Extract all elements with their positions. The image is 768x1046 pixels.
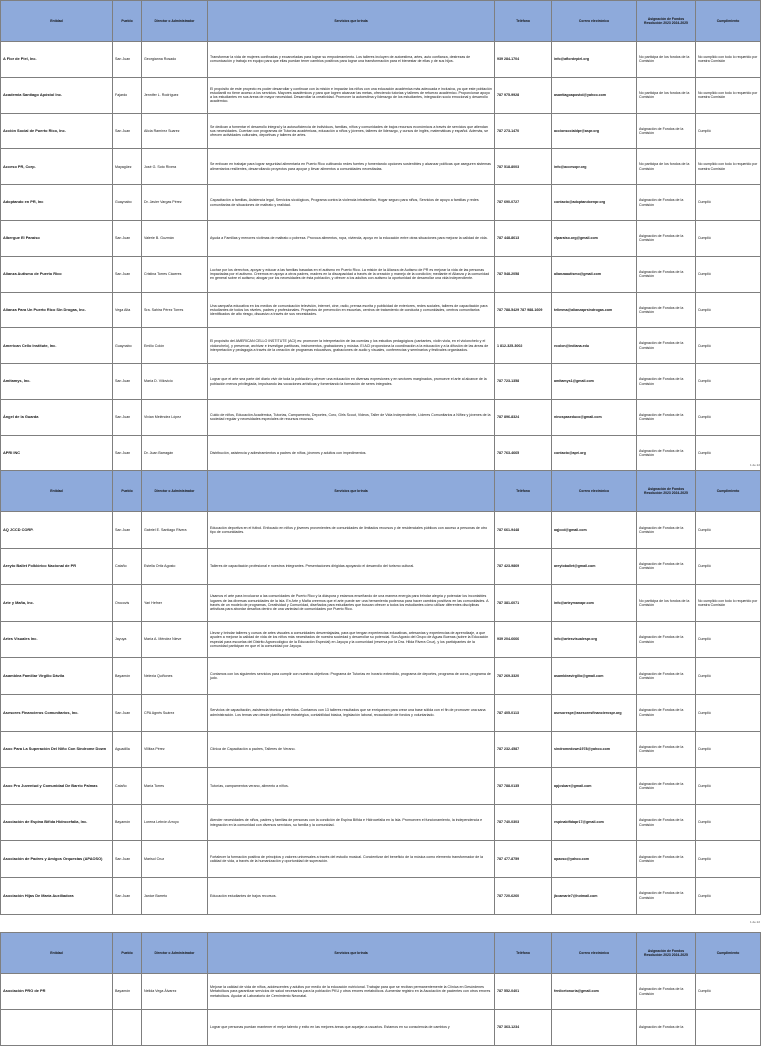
cell-cumplimiento: No cumplido con todo lo requerido por nuestra Comisión (696, 149, 761, 185)
cell-entidad: A Flor de Piel, Inc. (1, 42, 113, 78)
cell-director: Marisol Cruz (142, 841, 208, 878)
table-page-1 (0, 0, 760, 472)
table-row (1, 220, 761, 256)
cell-correo[interactable]: areytoballet@gmail.com (552, 548, 637, 585)
table-row (1, 694, 761, 731)
cell-entidad: Artes Visuales Inc. (1, 621, 113, 658)
cell-cumplimiento: Cumplió (696, 220, 761, 256)
cell-director: Alicia Ramírez Suarez (142, 113, 208, 149)
cell-asignacion: Asignación de Fondos de la Comisión (637, 292, 696, 328)
cell-telefono: 787 381-6071 (495, 585, 552, 622)
cell-servicios: Tutorías, campamentos verano, alimento a niños. (208, 768, 495, 805)
cell-pueblo: Orocovis (113, 585, 142, 622)
column-header: Teléfono (495, 1, 552, 42)
cell-servicios: Contamos con los siguientes servicios para cumplir con nuestros objetivos: Programa de Tutorías en horario extendido, programa de deportes, programa de coros, programa de judo. (208, 658, 495, 695)
cell-asignacion: Asignación de Fondos de la Comisión (637, 658, 696, 695)
cell-entidad: Alianza Autismo de Puerto Rico (1, 256, 113, 292)
column-header: Cumplimiento (696, 933, 761, 974)
cell-telefono: 787 477-8759 (495, 841, 552, 878)
table-body-1 (1, 42, 761, 472)
cell-telefono: 787 273-1470 (495, 113, 552, 149)
cell-cumplimiento: Cumplió (696, 435, 761, 471)
cell-servicios: Ayuda a Familias y menores víctimas de maltrato o pobreza. Provoca alimentos, ropa, vivienda, apoyo en la educación entre otras situaciones para mejorar la calidad de vida. (208, 220, 495, 256)
cell-pueblo: Guaynabo (113, 185, 142, 221)
column-header: Director o Administrador (142, 471, 208, 512)
cell-servicios: Servicios de capacitación, asistencia técnica y referidos. Contamos con 13 talleres resultados que se enriquecen para crear una base sólida con el fin de promover una sana administración. Los temas van desde planificación estratégica, contabilidad básica, legislación laboral, recaudación de fondos y voluntariado. (208, 694, 495, 731)
cell-director: José G. Soto Rivera (142, 149, 208, 185)
table-row (1, 435, 761, 471)
cell-telefono: 787 788-0135 (495, 768, 552, 805)
cell-telefono: 939 204-6666 (495, 621, 552, 658)
cell-pueblo: San Juan (113, 841, 142, 878)
cell-entidad: Asociación de Espina Bífida Hidrocefalia, Inc. (1, 804, 113, 841)
column-header: Servicios que brinda (208, 933, 495, 974)
cell-cumplimiento: Cumplió (696, 694, 761, 731)
table-header-3 (1, 933, 761, 974)
cell-entidad (1, 1010, 113, 1046)
column-header: Asignación de Fondos Resolución 2023 2024-2025 (637, 471, 696, 512)
cell-asignacion: Asignación de Fondos de la Comisión (637, 399, 696, 435)
cell-correo[interactable]: aqjccd@gmail.com (552, 512, 637, 549)
cell-asignacion: Asignación de Fondos de la Comisión (637, 435, 696, 471)
table-row (1, 585, 761, 622)
cell-cumplimiento: Cumplió (696, 292, 761, 328)
cell-servicios: Fortalecer la formación positiva de principios y valores universales a través del estudio musical. Concientizar del beneficio de la música como elemento transformador de la calidad de vida, a través de la humanización y oportunidad de superación. (208, 841, 495, 878)
cell-cumplimiento: Cumplió (696, 328, 761, 364)
cell-asignacion: Asignación de Fondos de la Comisión (637, 694, 696, 731)
cell-servicios: Transformar la vida de mujeres confinadas y excarceladas para lograr su empoderamiento. Los talleres incluyen de autoestima, artes, auto confianza, destrezas de comunicación y trabajo en equipo para que ellas puedan tener cambios positivos para lograr una transformación para el bienestar de ellas y de sus hijos. (208, 42, 495, 78)
cell-director: Estella Ortiz Agosto (142, 548, 208, 585)
column-header: Pueblo (113, 1, 142, 42)
cell-director: Gabriel E. Santiago Rivera (142, 512, 208, 549)
cell-entidad: Areyto Ballet Folklórico Nacional de PR (1, 548, 113, 585)
cell-entidad: Acción Social de Puerto Rico, Inc. (1, 113, 113, 149)
table-row (1, 328, 761, 364)
cell-telefono: 787 723-1358 (495, 364, 552, 400)
cell-pueblo: Vega Alta (113, 292, 142, 328)
table-body-2 (1, 512, 761, 915)
cell-correo[interactable]: ecolon@indiana.edu (552, 328, 637, 364)
cell-pueblo: San Juan (113, 399, 142, 435)
cell-telefono: 787 552-0401 (495, 974, 552, 1010)
cell-director: Lorena Lebrón Arroyo (142, 804, 208, 841)
cell-correo[interactable]: info@accesopr.org (552, 149, 637, 185)
cell-pueblo: Mayagüez (113, 149, 142, 185)
cell-entidad: Amitamys, Inc. (1, 364, 113, 400)
column-header: Asignación de Fondos Resolución 2023 2024-2025 (637, 1, 696, 42)
cell-servicios: Se enfocan en trabajar para lograr seguridad alimentaria en Puerto Rico cultivando redes fuertes y fomentando opciones sostenibles y alcanzar políticas que aseguren sistemas alimentarios resilientes, desarrollando proyectos para apoyar y llevar alimentos a comunidades necesitadas. (208, 149, 495, 185)
cell-entidad: Ángel de la Guarda (1, 399, 113, 435)
cell-servicios: Se dedican a fomentar el desarrollo integral y la autosuficiencia de individuos, familias, niños y comunidades de bajos recursos económicos a través de servicios que atiendan sus necesidades. Cuentan con programas de Tutorías académicas, educación a niños y jóvenes, talleres de liderazgo, y cursos de inglés, matemáticas y español. Además, se ofrecen actividades culturales, deportivas y talleres de artes. (208, 113, 495, 149)
cell-asignacion: Asignación de Fondos de la Comisión (637, 877, 696, 914)
cell-pueblo: Aguadilla (113, 731, 142, 768)
cell-pueblo: Jayuya (113, 621, 142, 658)
cell-cumplimiento: Cumplió (696, 804, 761, 841)
organizations-table (0, 932, 761, 1046)
column-header: Pueblo (113, 471, 142, 512)
cell-entidad: Acceso PR, Corp. (1, 149, 113, 185)
cell-pueblo: Bayamón (113, 658, 142, 695)
cell-pueblo: San Juan (113, 220, 142, 256)
cell-asignacion: Asignación de Fondos de la Comisión (637, 113, 696, 149)
cell-servicios: Usamos el arte para involucrar a las comunidades de Puerto Rico y la diáspora y estamos enseñando de una manera energía para brindar alegría y potenciar los incontables lugares de las diversas comunidades de la isla. En Arte y Maña creemos que el arte puede ser una herramienta poderosa para hacer cambios positivos en las comunidades. A través de un modelo de programas, Creatividad y Comunidad, diseñados para estudiantes que buscan ofrecer a todos los estudiantes cómo utilizar diferentes disciplinas artísticas para abordar desafíos dentro de una variedad de comunidades por Puerto Rico. (208, 585, 495, 622)
cell-cumplimiento: No cumplido con todo lo requerido por nuestra Comisión (696, 585, 761, 622)
cell-telefono: 939 284-1704 (495, 42, 552, 78)
cell-servicios: Llevar y brindar talleres y cursos de artes visuales a comunidades desventajadas, para que tengan experiencias educativas, artesanías y experiencias de aprendizaje, a que ayuden a mejorar la calidad de vida de los niños más necesitados de nuestra sociedad y desarrollar su potencial. Son Agosto del Grupo de Aguas Buenas (sobre la Educación especial para escuelas del Distrito Agroecológico de la Educación Especial) en Jayuya y la comunidad (reserva por la Dra. Hilda Rivera Cruz), y los participantes de la comunidad participan en que el la comunidad por Jayuya. (208, 621, 495, 658)
cell-asignacion: No participa de los fondos de la Comisión (637, 42, 696, 78)
cell-entidad: American Cello Institute, Inc. (1, 328, 113, 364)
cell-entidad: Asociación Hijas De María Auxiliadora (1, 877, 113, 914)
cell-asignacion: Asignación de Fondos de la Comisión (637, 185, 696, 221)
cell-telefono: 787 363-1234 (495, 1010, 552, 1046)
cell-cumplimiento: Cumplió (696, 621, 761, 658)
column-header: Correo electrónico (552, 933, 637, 974)
cell-pueblo: San Juan (113, 42, 142, 78)
table-header-2 (1, 471, 761, 512)
table-row (1, 974, 761, 1010)
cell-correo[interactable]: apaoso@yahoo.com (552, 841, 637, 878)
cell-director: Janice Barreto (142, 877, 208, 914)
cell-asignacion: Asignación de Fondos de la Comisión (637, 328, 696, 364)
cell-cumplimiento: Cumplió (696, 731, 761, 768)
cell-entidad: APRI INC (1, 435, 113, 471)
cell-telefono: 787 269-3320 (495, 658, 552, 695)
cell-telefono: 787 975-9928 (495, 77, 552, 113)
cell-asignacion: Asignación de Fondos de la Comisión (637, 220, 696, 256)
cell-telefono: 787 405-0113 (495, 694, 552, 731)
cell-cumplimiento: No cumplido con todo lo requerido por nuestra Comisión (696, 42, 761, 78)
cell-pueblo: Bayamón (113, 974, 142, 1010)
cell-servicios: Educación estudiantes de bajos recursos. (208, 877, 495, 914)
cell-telefono: 787 740-0303 (495, 804, 552, 841)
cell-servicios: Educación deportiva en el futbol. Enfocado en niños y jóvenes provenientes de comunidades de limitados recursos y de residenciales públicos con acceso a personas de otro tipo de comunidades. (208, 512, 495, 549)
table-row (1, 658, 761, 695)
cell-entidad: Academia Santiago Apóstol Inc. (1, 77, 113, 113)
cell-servicios: Cuido de niños, Educación Académica, Tutorías, Campamento, Deportes, Coro, Girls Scout, Videos, Taller de Vida Independiente, Líderes Comunitarios a Niñez y jóvenes de la sociedad regular y necesidades especiales de recursos recursos. (208, 399, 495, 435)
cell-asignacion: Asignación de Fondos de la Comisión (637, 256, 696, 292)
header-row (1, 1, 761, 42)
column-header: Cumplimiento (696, 1, 761, 42)
cell-telefono: 787 232-4587 (495, 731, 552, 768)
cell-correo[interactable]: info@artesvisualespr.org (552, 621, 637, 658)
cell-correo[interactable]: contacto@adoptandoenpr.org (552, 185, 637, 221)
cell-director: Villitza Pérez (142, 731, 208, 768)
table-row (1, 399, 761, 435)
table-page-2 (0, 470, 760, 924)
cell-asignacion: Asignación de Fondos de la Comisión (637, 804, 696, 841)
cell-entidad: Asoc Para La Superación Del Niño Con Síndrome Down (1, 731, 113, 768)
cell-telefono: 787 448-8613 (495, 220, 552, 256)
cell-director: Sra. Sahira Pérez Torres (142, 292, 208, 328)
cell-cumplimiento: Cumplió (696, 841, 761, 878)
cell-servicios: Una campaña educativa en los medios de comunicación televisión, internet, cine, radio, prensa escrita y publicidad de exteriores, redes sociales, talleres de capacitación para estudiantes de todos los niveles, padres y profesionales. Proyectos de prevención en escuelas, centros de tratamiento de conducta y comunidades, centros comunitarios identificados de alto riesgo, disuasivo a través de sus necesidades. (208, 292, 495, 328)
cell-pueblo: San Juan (113, 364, 142, 400)
cell-director: Yari Hefner (142, 585, 208, 622)
table-row (1, 512, 761, 549)
cell-pueblo (113, 1010, 142, 1046)
cell-servicios: El propósito del AMERICAN CELLO INSTITUTE (ACI) es: promover la interpretación de las cuerdas y los estudios pedagógicos (cantantes, violín viola, en el violonchelo y el violonchelo), y preservar, archivar e investigar partituras, instrumentos, grabaciones y música. El ACI proporciona la coordinación a la educación y a la difusión de las áreas de interpretación y pedagogía a través de la creación de programas educativos, grabaciones de audio y visuales, conferencias y seminarios y festivales organizados. (208, 328, 495, 364)
cell-servicios: Lograr que el arte sea parte del diario vivir de toda la población y ofrecer una educación en diversas expresiones y en sectores marginados, promueve el arte al alcance de la población menos privilegiada, impulsando las vocaciones artísticas y fomentando la formación de seres integrales. (208, 364, 495, 400)
table-row (1, 292, 761, 328)
table-row (1, 256, 761, 292)
cell-servicios: Capacitación a familias, Asistencia legal, Servicios sicológicos, Programa contra la violencia intrafamiliar, Hogar seguro para niños, Servicios de apoyo a familias y redes comunitarias de situaciones de maltrato y realidad. (208, 185, 495, 221)
cell-director: Nelexia Quiñones (142, 658, 208, 695)
cell-director: Dr. Juan Barragán (142, 435, 208, 471)
cell-servicios: Talleres de capacitación profesional e nuestros integrantes. Presentaciones dirigidas apoyando el desarrollo del turismo cultural. (208, 548, 495, 585)
cell-pueblo: San Juan (113, 256, 142, 292)
cell-director: Georgianna Rosado (142, 42, 208, 78)
cell-cumplimiento: Cumplió (696, 512, 761, 549)
cell-asignacion: Asignación de Fondos de la Comisión (637, 512, 696, 549)
cell-correo[interactable] (552, 1010, 637, 1046)
cell-telefono: 787 763-4665 (495, 435, 552, 471)
cell-director: CPA Agnés Suárez (142, 694, 208, 731)
page-number: 1 de 22 (749, 463, 760, 467)
table-row (1, 877, 761, 914)
table-page-3 (0, 932, 760, 1046)
cell-telefono: 787 423-9869 (495, 548, 552, 585)
cell-cumplimiento: Cumplió (696, 658, 761, 695)
cell-entidad: Asesores Financieros Comunitarios, Inc. (1, 694, 113, 731)
organizations-table (0, 470, 761, 915)
table-row (1, 548, 761, 585)
cell-servicios: Atender necesidades de niños, padres y familias de personas con la condición de Espina Bífida e Hidrocefalia en la Isla. Promueven el funcionamiento, la independencia e integración en la comunidad con diversos servicios, su familia y la comunidad. (208, 804, 495, 841)
table-row (1, 621, 761, 658)
cell-servicios: Luchar por los derechos, apoyar y educar a las familias basadas en el autismo en Puerto Rico. La misión de la Alianza de Autismo de PR es mejorar la vida de las personas impactadas por el autismo. Creemos en apoyo a otros padres, madres en la discapacidad a través de la creación y manejo de la condición; mediante el Alianza y la comunidad en general sobre el autismo; abogar por los necesidades de ésta población, y ofrecer a los adultos con autismo la oportunidad de desarrollar una vida independiente. (208, 256, 495, 292)
cell-cumplimiento: Cumplió (696, 256, 761, 292)
cell-director: Vivian Meléndez López (142, 399, 208, 435)
column-header: Correo electrónico (552, 471, 637, 512)
cell-entidad: Asociación de Padres y Amigos Orquestas (APAOSO) (1, 841, 113, 878)
column-header: Teléfono (495, 933, 552, 974)
page-number: 1 de 22 (749, 920, 760, 924)
cell-cumplimiento: Cumplió (696, 768, 761, 805)
cell-correo[interactable]: amitamys1@gmail.com (552, 364, 637, 400)
cell-correo[interactable]: telimma@alianzaprsindrogas.com (552, 292, 637, 328)
cell-entidad: Arte y Maña, Inc. (1, 585, 113, 622)
cell-cumplimiento: Cumplió (696, 974, 761, 1010)
cell-cumplimiento (696, 1010, 761, 1046)
column-header: Servicios que brinda (208, 471, 495, 512)
cell-telefono: 787 720-6260 (495, 877, 552, 914)
cell-servicios: Distribución, asistencia y adiestramientos a padres de niños, jóvenes y adultos con impedimentos. (208, 435, 495, 471)
cell-correo[interactable]: elparaiso.org@gmail.com (552, 220, 637, 256)
cell-pueblo: Fajardo (113, 77, 142, 113)
organizations-table (0, 0, 761, 472)
column-header: Entidad (1, 933, 113, 974)
column-header: Cumplimiento (696, 471, 761, 512)
table-row (1, 1010, 761, 1046)
cell-servicios: Clínica de Capacitación a padres, Talleres de Verano. (208, 731, 495, 768)
column-header: Entidad (1, 1, 113, 42)
cell-correo[interactable]: apjcsbarr@gmail.com (552, 768, 637, 805)
cell-correo[interactable]: alianzaautismo@gmail.com (552, 256, 637, 292)
column-header: Entidad (1, 471, 113, 512)
cell-correo[interactable]: info@arteymanapr.com (552, 585, 637, 622)
table-row (1, 113, 761, 149)
cell-director: Nelida Vega Álvarez (142, 974, 208, 1010)
cell-correo[interactable]: asesorespr@asesoresfinancierospr.org (552, 694, 637, 731)
cell-cumplimiento: Cumplió (696, 399, 761, 435)
cell-correo[interactable]: sindromedown1978@yahoo.com (552, 731, 637, 768)
cell-entidad: Alianza Para Un Puerto Rico Sin Drogas, Inc. (1, 292, 113, 328)
table-row (1, 42, 761, 78)
cell-entidad: Asociación PRO de PR (1, 974, 113, 1010)
table-row (1, 841, 761, 878)
cell-telefono: 787 788-5429 787 988-1609 (495, 292, 552, 328)
cell-correo[interactable]: espinabifidapr17@gmail.com (552, 804, 637, 841)
table-row (1, 768, 761, 805)
cell-entidad: AQ JCCD CORP. (1, 512, 113, 549)
cell-telefono: 787 661-9448 (495, 512, 552, 549)
cell-servicios: Lograr que personas puedan mantener el mejor talento y exito en las mejores áreas que aquejan a usuarios. Estamos en su consciencia de cambios y (208, 1010, 495, 1046)
cell-cumplimiento: Cumplió (696, 113, 761, 149)
cell-asignacion: No participa de los fondos de la Comisión (637, 585, 696, 622)
column-header: Correo electrónico (552, 1, 637, 42)
cell-director: Valerie B. Guzmán (142, 220, 208, 256)
cell-director: María A. Méndez Nieve (142, 621, 208, 658)
cell-director: Jennifer L. Rodríguez (142, 77, 208, 113)
table-row (1, 364, 761, 400)
cell-director (142, 1010, 208, 1046)
column-header: Servicios que brinda (208, 1, 495, 42)
cell-pueblo: Guaynabo (113, 328, 142, 364)
cell-director: María Torres (142, 768, 208, 805)
cell-director: Cristina Torres Cáceres (142, 256, 208, 292)
cell-pueblo: Cataño (113, 768, 142, 805)
cell-asignacion: Asignación de Fondos de la Comisión (637, 548, 696, 585)
cell-asignacion: Asignación de Fondos de la Comisión (637, 621, 696, 658)
cell-correo[interactable]: ninospaseduco@gmail.com (552, 399, 637, 435)
header-row (1, 471, 761, 512)
cell-correo[interactable]: asantiagoapostol@yahoo.com (552, 77, 637, 113)
cell-entidad: Albergue El Paraíso (1, 220, 113, 256)
cell-correo[interactable]: fenilcetonuria@gmail.com (552, 974, 637, 1010)
cell-servicios: El propósito de este proyecto es poder desarrollar y continuar con la misión e impactar los niños con una educación académica más adecuada e inclusiva, ya que este población estudiantil no tiene acceso a los servicios. Mayores académicos y para que logren alcanzar las metas, ofreciendo tutorías y talleres de refuerzo académico. Proporcionar apoyo a los estudiantes en sus áreas de mayor necesidad. Desarrollar la creatividad. Promover la autoestima y liderazgo de los estudiantes, integración socio emocional y desarrollo académico. (208, 77, 495, 113)
cell-asignacion: No participa de los fondos de la Comisión (637, 77, 696, 113)
cell-telefono: 787 518-8003 (495, 149, 552, 185)
header-row (1, 933, 761, 974)
cell-correo[interactable]: info@aflordepiel.org (552, 42, 637, 78)
table-row (1, 149, 761, 185)
cell-telefono: 787 690-0727 (495, 185, 552, 221)
cell-servicios: Mejorar la calidad de vida de niños, adolescentes y adultos por medio de la educación nutricional. Trabajar para que se reciban permanentemente la Clínica en Desórdenes Metabólicos para garantizar servicios de salud necesarios para la población PKU y otros errores metabólicos. Aumentar registro en la Asociación de pacientes con otros errores metabólicos. Ayudar al Laboratorio de Cernimiento Neonatal. (208, 974, 495, 1010)
column-header: Pueblo (113, 933, 142, 974)
cell-telefono: 787 896-8324 (495, 399, 552, 435)
table-row (1, 731, 761, 768)
cell-cumplimiento: No cumplido con todo lo requerido por nuestra Comisión (696, 77, 761, 113)
column-header: Director o Administrador (142, 1, 208, 42)
cell-pueblo: Cataño (113, 548, 142, 585)
table-header-1 (1, 1, 761, 42)
table-row (1, 804, 761, 841)
column-header: Director o Administrador (142, 933, 208, 974)
cell-cumplimiento: Cumplió (696, 877, 761, 914)
table-body-3 (1, 974, 761, 1046)
column-header: Asignación de Fondos Resolución 2023 2024-2025 (637, 933, 696, 974)
cell-pueblo: San Juan (113, 435, 142, 471)
cell-cumplimiento: Cumplió (696, 364, 761, 400)
cell-asignacion: Asignación de Fondos de la Comisión (637, 731, 696, 768)
table-row (1, 185, 761, 221)
cell-pueblo: Bayamón (113, 804, 142, 841)
cell-pueblo: San Juan (113, 113, 142, 149)
cell-correo[interactable]: accionsocialdpr@aspr.org (552, 113, 637, 149)
cell-director: María D. Villovicio (142, 364, 208, 400)
cell-entidad: Asamblea Familiar Virgilio Dávila (1, 658, 113, 695)
column-header: Teléfono (495, 471, 552, 512)
cell-asignacion: Asignación de Fondos de la (637, 1010, 696, 1046)
cell-correo[interactable]: contacto@apri.org (552, 435, 637, 471)
cell-asignacion: Asignación de Fondos de la Comisión (637, 364, 696, 400)
cell-cumplimiento: Cumplió (696, 185, 761, 221)
cell-pueblo: San Juan (113, 694, 142, 731)
cell-correo[interactable]: asambleavirgilio@gmail.com (552, 658, 637, 695)
cell-asignacion: No participa de los fondos de la Comisión (637, 149, 696, 185)
cell-asignacion: Asignación de Fondos de la Comisión (637, 974, 696, 1010)
cell-pueblo: San Juan (113, 512, 142, 549)
cell-asignacion: Asignación de Fondos de la Comisión (637, 841, 696, 878)
cell-director: Emilio Colón (142, 328, 208, 364)
table-row (1, 77, 761, 113)
cell-entidad: Adoptando en PR, Inc (1, 185, 113, 221)
cell-telefono: 1 812-325-3002 (495, 328, 552, 364)
cell-cumplimiento: Cumplió (696, 548, 761, 585)
cell-telefono: 787 548-2058 (495, 256, 552, 292)
cell-correo[interactable]: jbcamarie7@hotmail.com (552, 877, 637, 914)
cell-asignacion: Asignación de Fondos de la Comisión (637, 768, 696, 805)
cell-director: Dr. Javier Vargas Pérez (142, 185, 208, 221)
cell-pueblo: San Juan (113, 877, 142, 914)
cell-entidad: Asoc Pro Juventud y Comunidad De Barrio Palmas (1, 768, 113, 805)
